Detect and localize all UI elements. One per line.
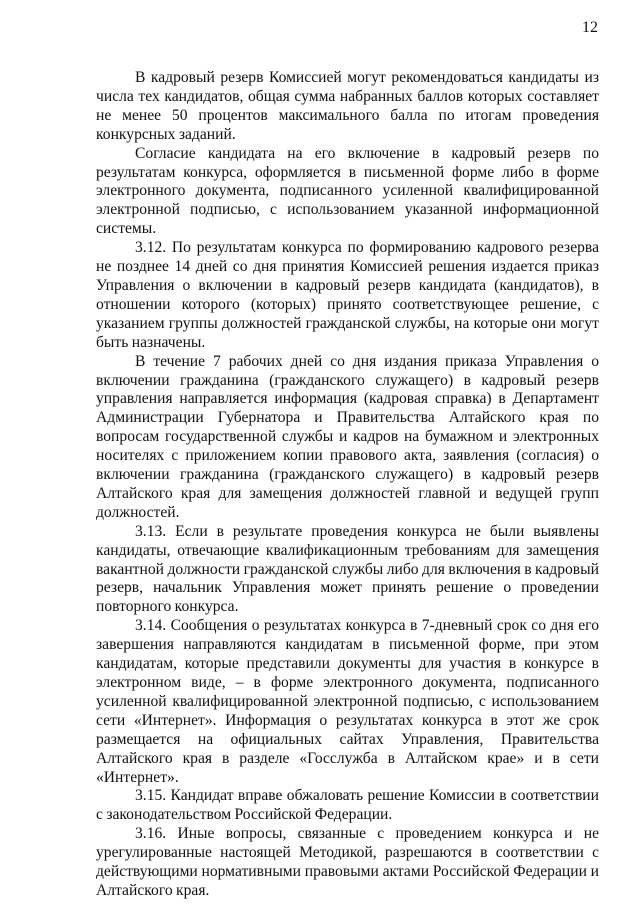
paragraph-information-transfer: В течение 7 рабочих дней со дня издания приказа Управления о включении гражданина (гражданского служащего) в кадровый резерв управления направляется информация (кадровая справка) в Департамент Администрации Губернатора и Правительства Алтайского края по вопросам государственной службы и кадров на бумажном и электронных носителях с приложением копии правового акта, заявления (согласия) о включении гражданина (гражданского служащего) в кадровый резерв Алтайского края для замещения должностей главной и ведущей групп должностей.: [96, 352, 599, 521]
paragraph-3-15: 3.15. Кандидат вправе обжаловать решение Комиссии в соответствии с законодательством Российской Федерации.: [96, 787, 599, 824]
paragraph-candidate-consent: Согласие кандидата на его включение в кадровый резерв по результатам конкурса, оформляется в письменной форме либо в форме электронного документа, подписанного усиленной квалифицированной электронной подписью, с использованием указанной информационной системы.: [96, 144, 599, 238]
document-body: [96, 69, 599, 901]
paragraph-3-14: 3.14. Сообщения о результатах конкурса в 7-дневный срок со дня его завершения направляются кандидатам в письменной форме, при этом кандидатам, которые представили документы для участия в конкурсе в электронном виде, – в форме электронного документа, подписанного усиленной квалифицированной электронной подписью, с использованием сети «Интернет». Информация о результатах конкурса в этот же срок размещается на официальных сайтах Управления, Правительства Алтайского края в разделе «Госслужба в Алтайском крае» и в сети «Интернет».: [96, 617, 599, 786]
paragraph-reserve-recommendation: В кадровый резерв Комиссией могут рекомендоваться кандидаты из числа тех кандидатов, общая сумма набранных баллов которых составляет не менее 50 процентов максимального балла по итогам проведения конкурсных заданий.: [96, 69, 599, 143]
paragraph-3-16: 3.16. Иные вопросы, связанные с проведением конкурса и не урегулированные настоящей Методикой, разрешаются в соответствии с действующими нормативными правовыми актами Российской Федерации и Алтайского края.: [96, 825, 599, 899]
paragraph-3-12: 3.12. По результатам конкурса по формированию кадрового резерва не позднее 14 дней со дня принятия Комиссией решения издается приказ Управления о включении в кадровый резерв кандидата (кандидатов), в отношении которого (которых) принято соответствующее решение, с указанием группы должностей гражданской службы, на которые они могут быть назначены.: [96, 239, 599, 351]
paragraph-3-13: 3.13. Если в результате проведения конкурса не были выявлены кандидаты, отвечающие квалификационным требованиям для замещения вакантной должности гражданской службы либо для включения в кадровый резерв, начальник Управления может принять решение о проведении повторного конкурса.: [96, 522, 599, 616]
page-number: 12: [582, 19, 598, 36]
